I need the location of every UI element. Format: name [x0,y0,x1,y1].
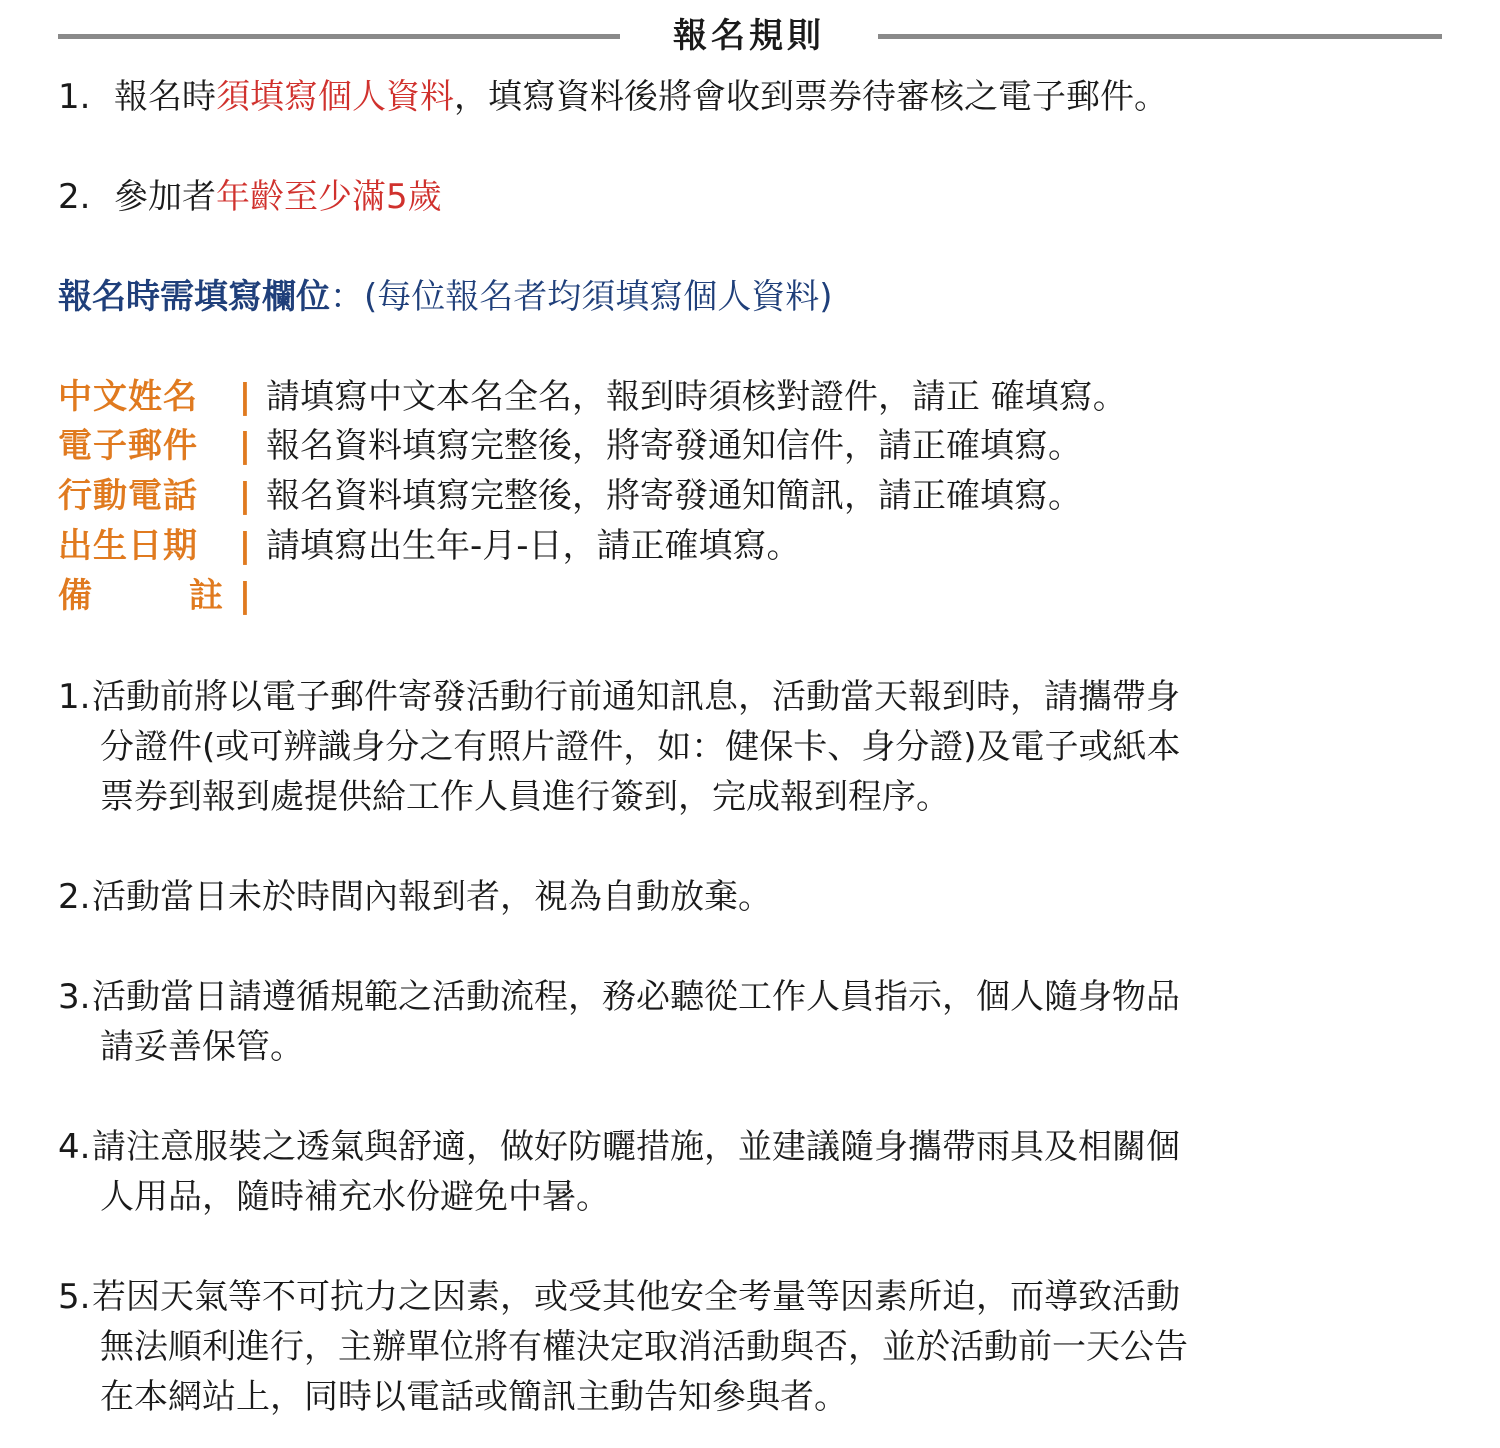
field-label: 行動電話 [58,476,198,516]
field-row-chinese-name [58,372,1127,422]
field-row-remarks [58,571,266,621]
rule-number: 5. [58,1277,91,1317]
intro-item-text: 報名時 [114,77,216,117]
header-divider-left [58,34,620,39]
rule-text [58,872,1442,922]
rule-number: 2. [58,877,91,917]
rule-item-1 [58,672,1442,822]
field-label: 出生日期 [58,526,198,566]
rule-text [58,672,1442,822]
field-description: 請填寫中文本名全名，報到時須核對證件，請正 確填寫。 [266,377,1127,417]
field-description: 報名資料填寫完整後，將寄發通知簡訊，請正確填寫。 [266,476,1082,516]
field-separator: | [238,576,252,616]
rule-line: 活動前將以電子郵件寄發活動行前通知訊息，活動當天報到時，請攜帶身 [92,677,1180,717]
header-divider-right [878,34,1442,39]
field-row-email [58,421,1082,471]
rule-item-4 [58,1122,1442,1222]
field-label: 備註 [58,576,224,616]
rule-line: 人用品，隨時補充水份避免中暑。 [100,1177,610,1217]
field-description: 報名資料填寫完整後，將寄發通知信件，請正確填寫。 [266,426,1082,466]
field-separator: | [238,377,252,417]
field-row-birthdate [58,521,801,571]
intro-item-text: 參加者 [114,177,216,217]
field-separator: | [238,526,252,566]
rule-item-3 [58,972,1442,1072]
intro-item-2 [58,172,442,222]
fields-heading [58,272,833,322]
intro-item-number: 1. [58,77,91,117]
intro-item-1 [58,72,1168,122]
rule-line: 請注意服裝之透氣與舒適，做好防曬措施，並建議隨身攜帶雨具及相關個 [92,1127,1180,1167]
rule-number: 4. [58,1127,91,1167]
fields-heading-colon: ： [330,277,364,317]
field-row-mobile [58,471,1082,521]
rule-line: 在本網站上，同時以電話或簡訊主動告知參與者。 [100,1377,848,1417]
rule-item-2 [58,872,1442,922]
field-separator: | [238,476,252,516]
rule-line: 活動當日請遵循規範之活動流程，務必聽從工作人員指示，個人隨身物品 [92,977,1180,1017]
rule-text [58,972,1442,1072]
intro-item-text-rest: ，填寫資料後將會收到票券待審核之電子郵件。 [454,77,1168,117]
intro-item-number: 2. [58,177,91,217]
intro-item-highlight: 年齡至少滿5歲 [216,177,442,217]
rule-line: 請妥善保管。 [100,1027,304,1067]
field-description: 請填寫出生年-月-日，請正確填寫。 [266,526,801,566]
rule-line: 票券到報到處提供給工作人員進行簽到，完成報到程序。 [100,777,950,817]
rule-line: 無法順利進行，主辦單位將有權決定取消活動與否，並於活動前一天公告 [100,1327,1188,1367]
rule-number: 3. [58,977,91,1017]
rule-text [58,1122,1442,1222]
field-label: 中文姓名 [58,377,198,417]
rule-line: 分證件(或可辨識身分之有照片證件，如：健保卡、身分證)及電子或紙本 [100,727,1181,767]
rule-number: 1. [58,677,91,717]
fields-heading-title: 報名時需填寫欄位 [58,277,330,317]
rule-text [58,1272,1442,1422]
field-label: 電子郵件 [58,426,198,466]
field-separator: | [238,426,252,466]
rule-line: 若因天氣等不可抗力之因素，或受其他安全考量等因素所迫，而導致活動 [92,1277,1180,1317]
fields-heading-note: (每位報名者均須填寫個人資料) [364,277,833,317]
page-title: 報名規則 [673,16,825,56]
rule-line: 活動當日未於時間內報到者，視為自動放棄。 [92,877,772,917]
intro-item-highlight: 須填寫個人資料 [216,77,454,117]
rule-item-5 [58,1272,1442,1422]
section-header [58,8,1442,64]
